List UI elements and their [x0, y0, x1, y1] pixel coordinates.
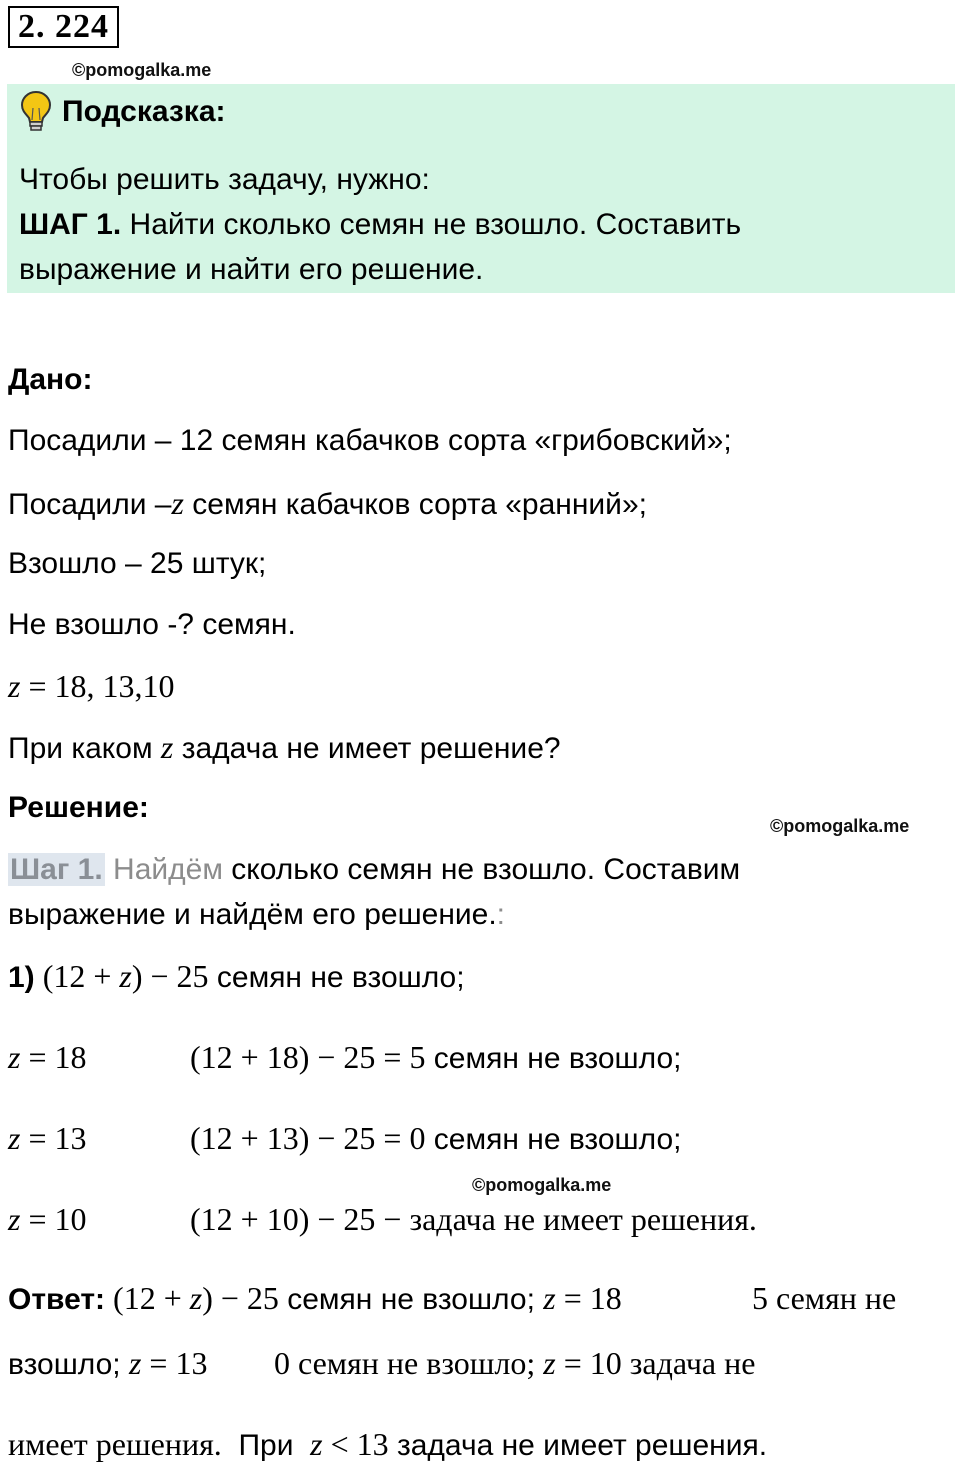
given-line-1: Посадили – 12 семян кабачков сорта «грибовский»; — [8, 424, 732, 457]
given-line-2-b: семян кабачков сорта «ранний»; — [183, 488, 647, 521]
given-line-2-var: z — [171, 485, 184, 521]
given-line-6 — [8, 729, 561, 767]
item-1-expr-b: ) − 25 — [131, 958, 209, 994]
hint-title: Подсказка: — [62, 95, 226, 128]
given-line-2 — [8, 485, 647, 523]
answer-l2-var2: z — [543, 1345, 556, 1381]
answer-line-2 — [8, 1345, 207, 1383]
answer-l2-a: взошло; — [8, 1348, 129, 1381]
given-line-5-var: z — [8, 668, 21, 704]
answer-l3-a: имеет решения. — [8, 1426, 222, 1462]
case-row-1-right — [190, 1039, 681, 1077]
solution-step-colon: : — [496, 898, 506, 931]
answer-l1-tail: 5 семян не — [752, 1280, 897, 1316]
case-1-eq: = 18 — [20, 1039, 87, 1075]
solution-step-grey: Найдём — [104, 853, 223, 886]
answer-l2-c: задача не — [621, 1345, 756, 1381]
case-3-expr: (12 + 10) − 25 − задача не имеет решения. — [190, 1201, 757, 1237]
case-3-eq: = 10 — [20, 1201, 87, 1237]
given-line-4: Не взошло -? семян. — [8, 608, 296, 641]
case-3-var: z — [8, 1201, 21, 1237]
solution-step-line-2 — [8, 897, 505, 933]
lightbulb-icon — [20, 90, 52, 132]
solution-title: Решение: — [8, 791, 149, 824]
answer-line-2-right — [274, 1345, 755, 1383]
answer-l1-b: ) − 25 — [202, 1280, 279, 1316]
case-row-3-right — [190, 1201, 757, 1239]
answer-l2-b: 0 семян не взошло; — [274, 1345, 544, 1381]
given-line-3: Взошло – 25 штук; — [8, 547, 267, 580]
case-2-text: семян не взошло; — [425, 1123, 682, 1156]
hint-step-line-2: выражение и найти его решение. — [19, 253, 484, 286]
answer-l1-text: семян не взошло; — [278, 1283, 544, 1316]
given-line-6-a: При каком — [8, 732, 161, 765]
answer-line-3 — [8, 1426, 767, 1464]
given-line-6-b: задача не имеет решение? — [173, 732, 561, 765]
given-line-2-a: Посадили – — [8, 488, 172, 521]
answer-label: Ответ: — [8, 1283, 106, 1316]
solution-step-label: Шаг 1. — [10, 853, 103, 886]
given-line-5-rest: = 18, 13,10 — [20, 668, 175, 704]
given-line-6-var: z — [160, 729, 174, 765]
hint-intro: Чтобы решить задачу, нужно: — [19, 163, 430, 196]
solution-item-1 — [8, 958, 465, 996]
watermark-mid: ©pomogalka.me — [770, 816, 910, 836]
answer-l3-b: При — [221, 1429, 311, 1462]
item-1-text: семян не взошло; — [208, 961, 465, 994]
case-row-3-left — [8, 1201, 87, 1239]
case-1-text: семян не взошло; — [425, 1042, 682, 1075]
task-number: 2. 224 — [8, 6, 119, 48]
given-title: Дано: — [8, 363, 93, 396]
hint-step-text-1: Найти сколько семян не взошло. Составить — [121, 208, 742, 241]
answer-l3-var: z — [310, 1426, 323, 1462]
given-line-5 — [8, 668, 175, 706]
case-2-eq: = 13 — [20, 1120, 87, 1156]
case-1-expr: (12 + 18) − 25 = 5 — [190, 1039, 426, 1075]
item-1-var: z — [119, 958, 132, 994]
answer-l1-eq: = 18 — [555, 1280, 622, 1316]
answer-l2-var: z — [128, 1345, 142, 1381]
answer-line-1 — [8, 1280, 622, 1318]
hint-step-line-1 — [19, 207, 741, 243]
answer-l3-eq: < 13 — [322, 1426, 389, 1462]
answer-l2-eq2: = 10 — [555, 1345, 622, 1381]
answer-l1-var: z — [189, 1280, 203, 1316]
item-1-expr-a: (12 + — [34, 958, 120, 994]
solution-step-text-2: выражение и найдём его решение. — [8, 898, 497, 931]
hint-step-label: ШАГ 1. — [19, 208, 122, 241]
case-2-expr: (12 + 13) − 25 = 0 — [190, 1120, 426, 1156]
watermark-top: ©pomogalka.me — [72, 60, 212, 80]
answer-line-1-tail — [752, 1280, 896, 1318]
watermark-bottom: ©pomogalka.me — [472, 1175, 612, 1195]
case-2-var: z — [8, 1120, 21, 1156]
answer-l1-a: (12 + — [105, 1280, 190, 1316]
answer-l1-var2: z — [543, 1280, 556, 1316]
solution-step-text-1: сколько семян не взошло. Составим — [222, 853, 741, 886]
case-row-2-left — [8, 1120, 87, 1158]
case-1-var: z — [8, 1039, 21, 1075]
solution-step-line-1 — [8, 852, 740, 888]
case-row-1-left — [8, 1039, 87, 1077]
answer-l3-c: задача не имеет решения. — [388, 1429, 768, 1462]
answer-l2-eq: = 13 — [141, 1345, 208, 1381]
case-row-2-right — [190, 1120, 681, 1158]
item-1-label: 1) — [8, 961, 35, 994]
